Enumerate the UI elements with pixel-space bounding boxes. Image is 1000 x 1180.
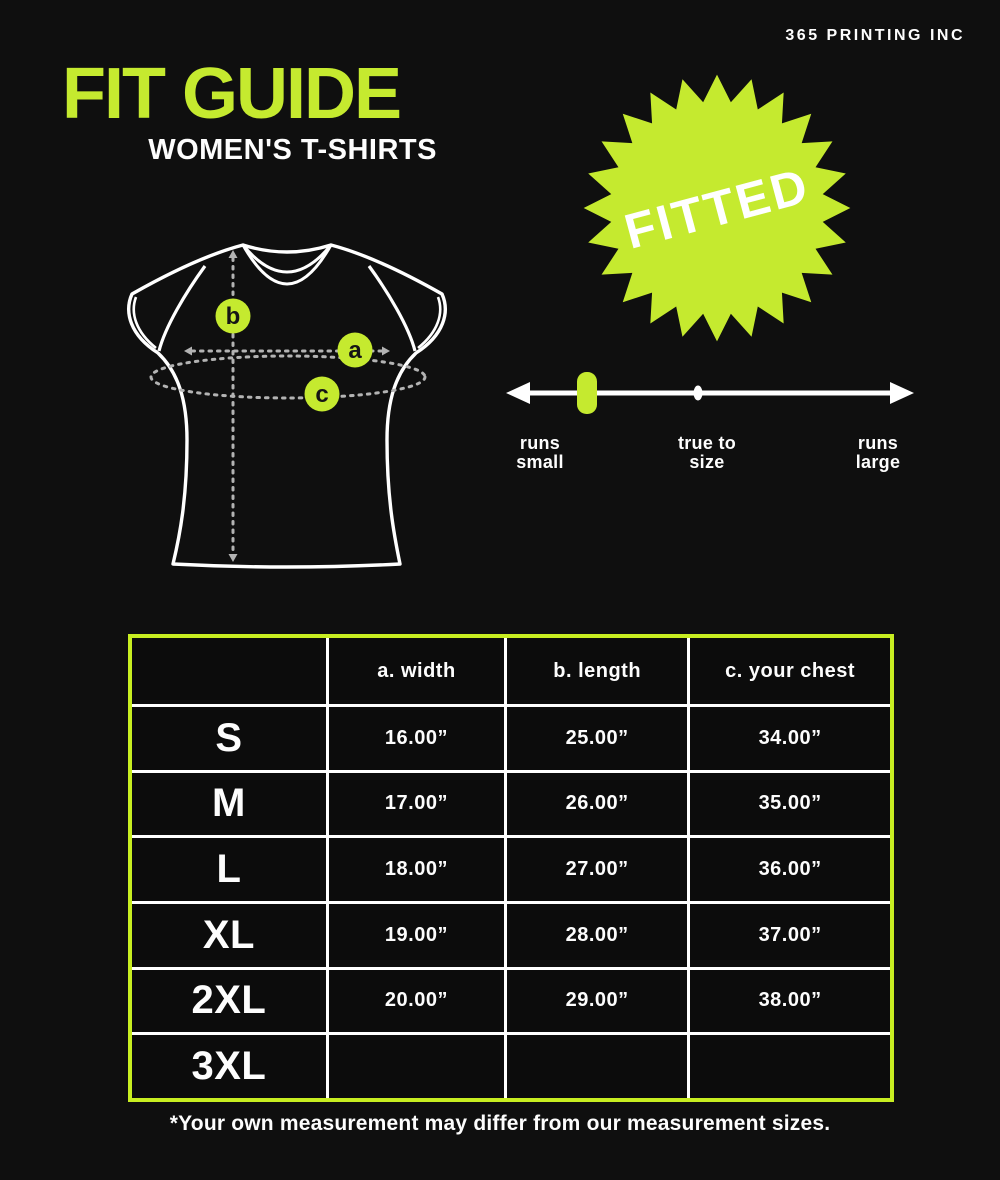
col-header-chest: c. your chest (690, 638, 890, 704)
length-measure-line-b (229, 250, 238, 562)
page-subtitle: WOMEN'S T-SHIRTS (148, 134, 437, 166)
marker-a-label: a (348, 337, 362, 364)
width-cell: 20.00” (329, 970, 504, 1033)
left-sleeve-hem-line (134, 297, 156, 348)
col-header-width: a. width (329, 638, 504, 704)
brand-name: 365 PRINTING INC (785, 27, 965, 44)
chest-cell: 37.00” (690, 904, 890, 967)
width-cell: 17.00” (329, 773, 504, 836)
col-header-length: b. length (507, 638, 687, 704)
chest-measure-ellipse-c (151, 356, 425, 398)
chest-cell: 35.00” (690, 773, 890, 836)
width-cell: 18.00” (329, 838, 504, 901)
width-cell: 16.00” (329, 707, 504, 770)
size-cell: 3XL (132, 1035, 326, 1098)
fit-scale (500, 358, 920, 422)
width-cell: 19.00” (329, 904, 504, 967)
arrow-up-icon (229, 250, 238, 258)
arrow-down-icon (229, 554, 238, 562)
arrow-right-icon (890, 382, 914, 404)
chest-cell (690, 1035, 890, 1098)
width-cell (329, 1035, 504, 1098)
length-cell (507, 1035, 687, 1098)
right-armhole-seam (369, 266, 415, 351)
size-cell: XL (132, 904, 326, 967)
title-block (62, 54, 437, 167)
size-cell: M (132, 773, 326, 836)
scale-label-runs-small: runs small (516, 433, 564, 472)
fitted-badge-label: FITTED (618, 157, 816, 260)
length-cell: 27.00” (507, 838, 687, 901)
page-title: FIT GUIDE (62, 54, 400, 134)
corner-cell (132, 638, 326, 704)
arrow-left-icon (184, 347, 192, 356)
size-cell: 2XL (132, 970, 326, 1033)
fitted-badge (577, 66, 857, 350)
marker-b (216, 299, 251, 334)
marker-c-label: c (315, 381, 329, 408)
scale-label-true-to-size: true to size (677, 433, 737, 472)
true-to-size-tick (694, 386, 703, 401)
marker-c (305, 377, 340, 412)
length-cell: 26.00” (507, 773, 687, 836)
fit-scale-marker (577, 372, 597, 414)
length-cell: 28.00” (507, 904, 687, 967)
chest-cell: 38.00” (690, 970, 890, 1033)
tshirt-outline (129, 245, 446, 567)
right-sleeve-hem-line (418, 297, 440, 348)
scale-label-runs-large: runs large (855, 433, 901, 472)
arrow-right-icon (382, 347, 390, 356)
arrow-left-icon (506, 382, 530, 404)
marker-a (338, 333, 373, 368)
chest-cell: 34.00” (690, 707, 890, 770)
left-armhole-seam (159, 266, 205, 351)
size-table (128, 634, 894, 1102)
marker-b-label: b (225, 303, 241, 330)
size-cell: S (132, 707, 326, 770)
length-cell: 29.00” (507, 970, 687, 1033)
footnote: *Your own measurement may differ from our measurement sizes. (169, 1112, 831, 1135)
size-cell: L (132, 838, 326, 901)
length-cell: 25.00” (507, 707, 687, 770)
chest-cell: 36.00” (690, 838, 890, 901)
tshirt-diagram (110, 225, 500, 580)
